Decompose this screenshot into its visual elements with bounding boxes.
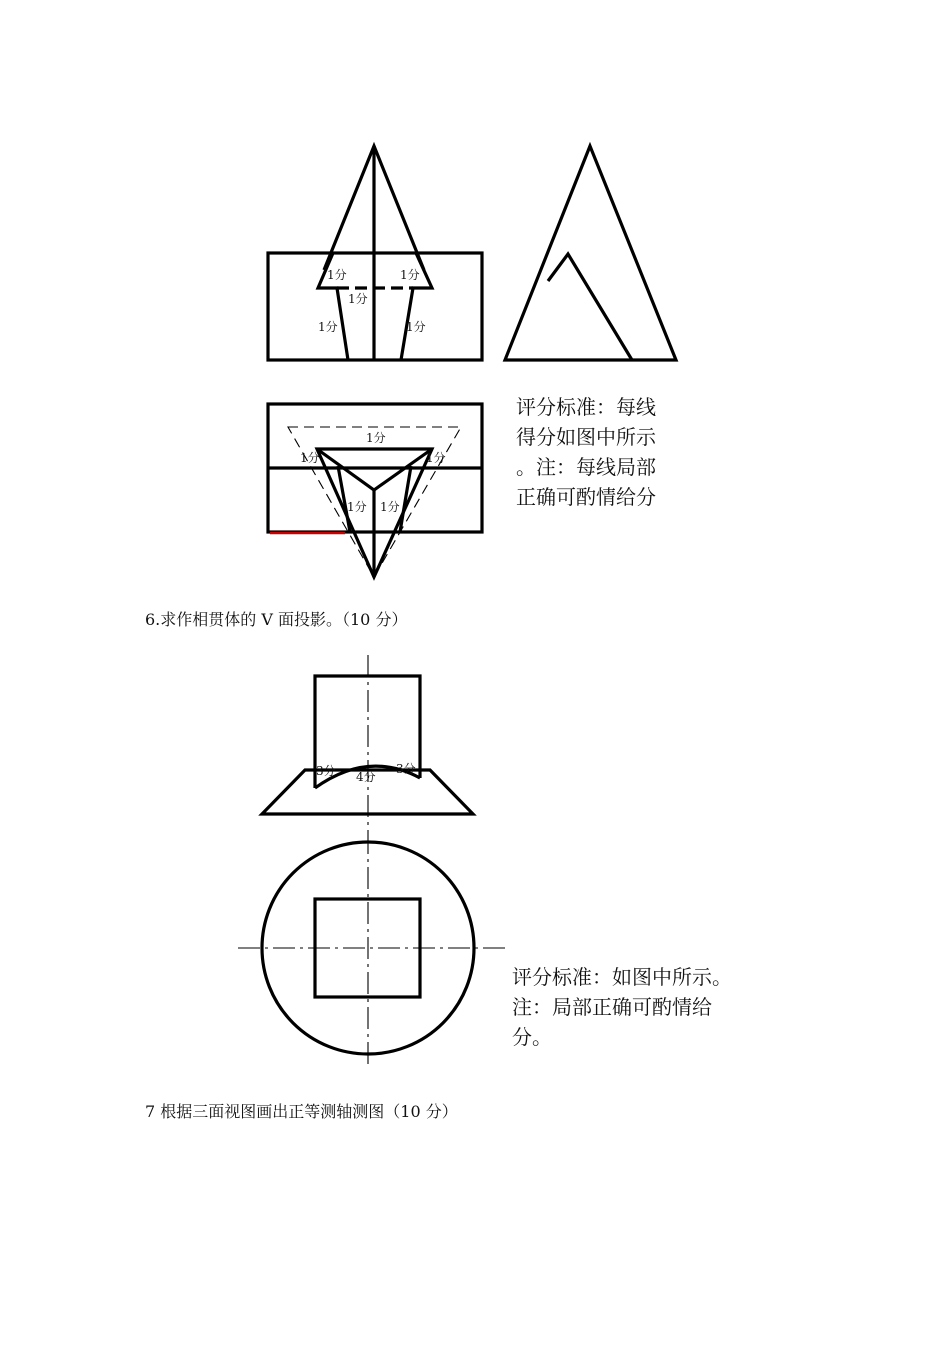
p6-top-view — [238, 832, 506, 1068]
score-label-front-right-low: 1分 — [406, 320, 426, 334]
top-view — [268, 404, 482, 577]
p5-criteria-line: 评分标准：每线 — [516, 395, 656, 419]
score-label-p6-left: 3分 — [316, 764, 336, 778]
p6-criteria-line: 注：局部正确可酌情给 — [512, 995, 712, 1019]
p5-criteria-line: 正确可酌情给分 — [516, 485, 656, 509]
p6-criteria-line: 分。 — [512, 1025, 552, 1049]
score-label-front-left-low: 1分 — [318, 320, 338, 334]
score-label-top-left: 1分 — [300, 451, 320, 465]
p6-criteria-line: 评分标准：如图中所示。 — [512, 965, 732, 989]
front-view — [268, 146, 482, 360]
score-label-front-left-top: 1分 — [327, 268, 347, 282]
p5-criteria-note — [516, 392, 656, 512]
score-label-front-mid: 1分 — [348, 292, 368, 306]
side-view-inner-triangle — [548, 254, 632, 360]
question-6-heading: 6.求作相贯体的 V 面投影。（10 分） — [145, 610, 408, 629]
p6-criteria-note — [512, 962, 732, 1052]
score-label-top-right: 1分 — [426, 451, 446, 465]
p5-criteria-line: 。注：每线局部 — [516, 455, 656, 479]
score-label-p6-middle: 4分 — [356, 770, 376, 784]
question-7-heading: 7 根据三面视图画出正等测轴测图（10 分） — [145, 1102, 458, 1121]
score-label-p6-right: 3分 — [396, 762, 416, 776]
score-label-top-low-left: 1分 — [347, 500, 367, 514]
score-label-top-upper: 1分 — [366, 431, 386, 445]
side-view — [505, 146, 676, 360]
p5-criteria-line: 得分如图中所示 — [516, 425, 656, 449]
p6-front-view — [262, 655, 473, 832]
score-label-top-low-right: 1分 — [380, 500, 400, 514]
side-view-pyramid — [505, 146, 676, 360]
score-label-front-right-top: 1分 — [400, 268, 420, 282]
